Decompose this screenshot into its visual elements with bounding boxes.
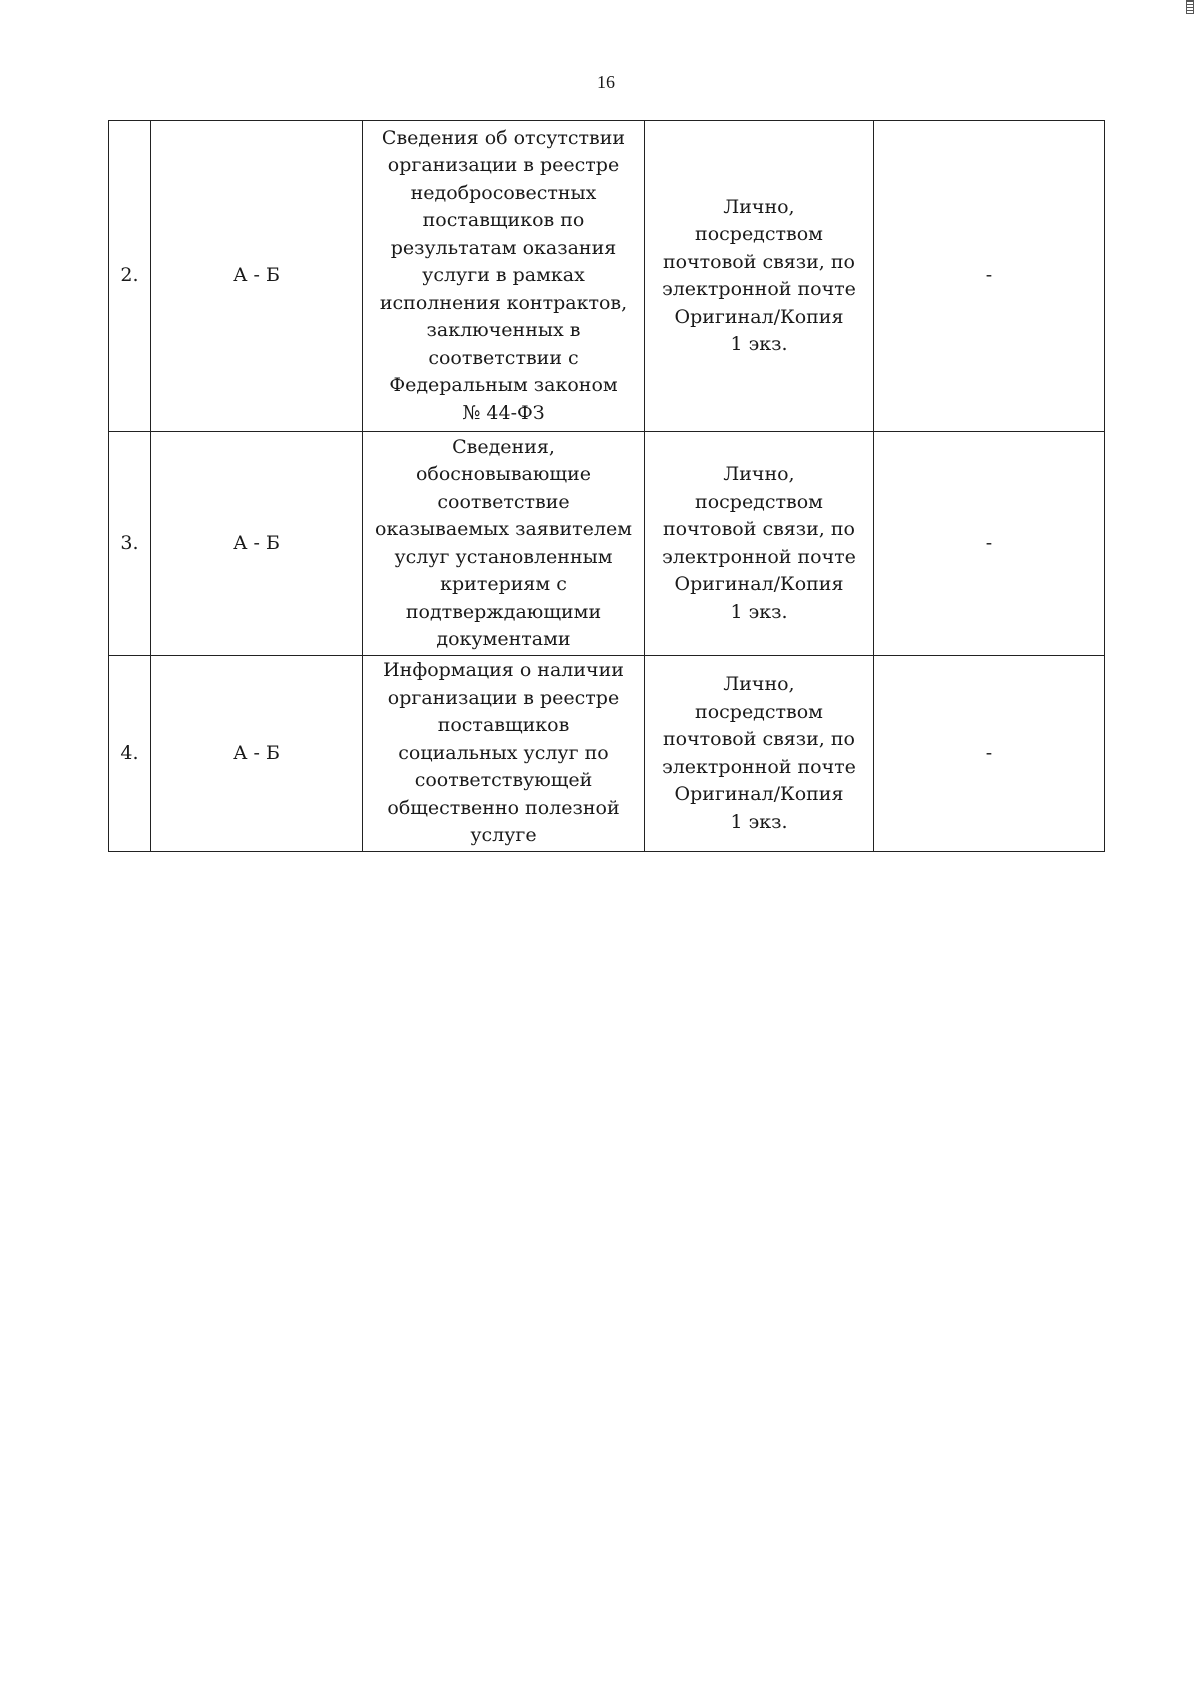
table-row bbox=[109, 432, 1105, 656]
submission-method: Лично, посредством почтовой связи, по электронной почте Оригинал/Копия 1 экз. bbox=[645, 121, 874, 432]
document-name: Информация о наличии организации в реестре поставщиков социальных услуг по соответствующей общественно полезной услуге bbox=[363, 656, 645, 852]
documents-table bbox=[108, 120, 1105, 852]
note: - bbox=[874, 432, 1105, 656]
row-number: 4. bbox=[109, 656, 151, 852]
applicant-group: А - Б bbox=[151, 121, 363, 432]
applicant-group: А - Б bbox=[151, 656, 363, 852]
submission-method: Лично, посредством почтовой связи, по электронной почте Оригинал/Копия 1 экз. bbox=[645, 656, 874, 852]
document-name: Сведения об отсутствии организации в реестре недобросовестных поставщиков по результатам оказания услуги в рамках исполнения контрактов, заключенных в соответствии с Федеральным законом № 44-ФЗ bbox=[363, 121, 645, 432]
note: - bbox=[874, 121, 1105, 432]
note: - bbox=[874, 656, 1105, 852]
table-row bbox=[109, 656, 1105, 852]
table-row bbox=[109, 121, 1105, 432]
row-number: 3. bbox=[109, 432, 151, 656]
row-number: 2. bbox=[109, 121, 151, 432]
scan-marker bbox=[1186, 0, 1194, 14]
page-number: 16 bbox=[597, 72, 615, 92]
applicant-group: А - Б bbox=[151, 432, 363, 656]
document-name: Сведения, обосновывающие соответствие оказываемых заявителем услуг установленным критериям с подтверждающими документами bbox=[363, 432, 645, 656]
submission-method: Лично, посредством почтовой связи, по электронной почте Оригинал/Копия 1 экз. bbox=[645, 432, 874, 656]
